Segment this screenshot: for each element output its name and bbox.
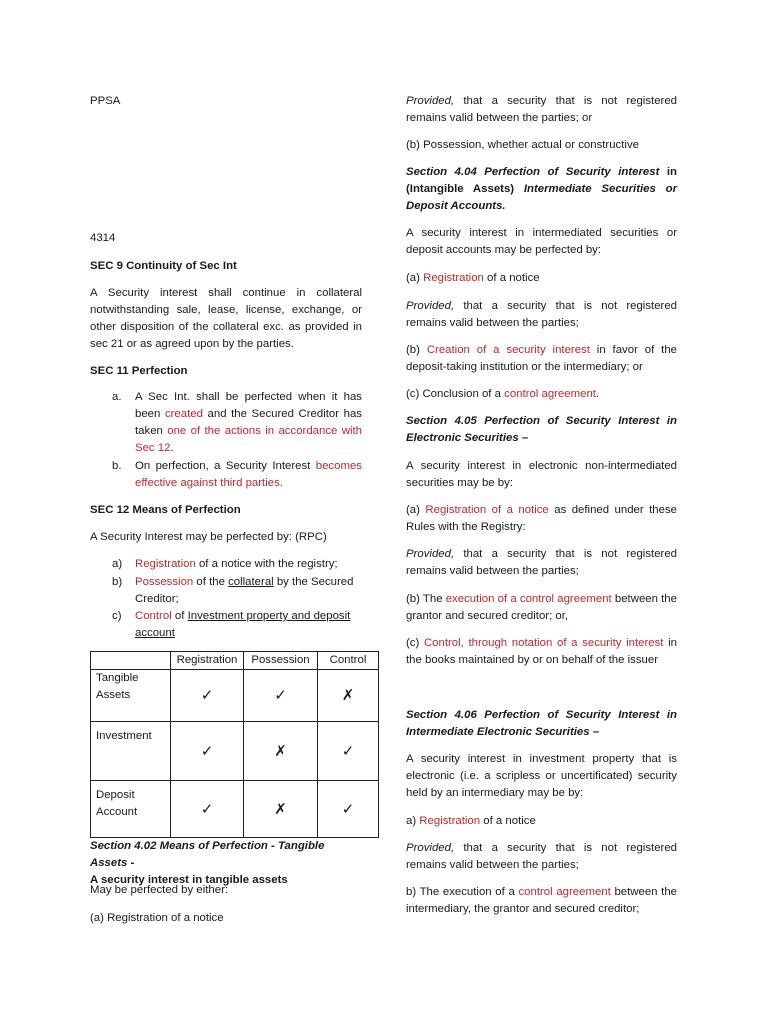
sec12-item-b: b) Possession of the collateral by the Secured Creditor; — [112, 576, 354, 605]
check-icon: ✓ — [171, 781, 244, 838]
list-marker: a. — [112, 391, 122, 403]
s404-body: A security interest in intermediated securities or deposit accounts may be perfected by: — [406, 227, 677, 256]
proviso-paragraph: Provided, that a security that is not registered remains valid between the parties; or — [406, 95, 677, 124]
document-title: PPSA — [90, 95, 121, 107]
list-marker: b) — [112, 576, 123, 588]
s404-item-b: (b) Creation of a security interest in favor of the deposit-taking institution or the intermediary; or — [406, 344, 677, 373]
s405-item-a: (a) Registration of a notice as defined under these Rules with the Registry: — [406, 504, 678, 533]
table-header-row — [91, 652, 379, 670]
list-marker: b. — [112, 460, 122, 472]
sec11-item-b: b. On perfection, a Security Interest becomes effective against third parties. — [112, 460, 362, 489]
highlight-effective: becomes effective against third parties. — [135, 460, 362, 489]
s404-heading: Section 4.04 Perfection of Security interest in (Intangible Assets) Intermediate Securities or Deposit Accounts. — [406, 166, 678, 212]
table-row — [91, 670, 379, 722]
row-label: Investment — [91, 722, 171, 781]
highlight-control: Control — [135, 610, 172, 622]
document-code: 4314 — [90, 232, 116, 244]
check-icon: ✓ — [318, 781, 379, 838]
s406-item-b: b) The execution of a control agreement between the intermediary, the grantor and secured creditor; — [406, 886, 678, 915]
row-label: Deposit Account — [91, 781, 171, 838]
list-marker: c) — [112, 610, 122, 622]
table-header: Control — [318, 652, 379, 670]
s405-item-b: (b) The execution of a control agreement between the grantor and secured creditor; or, — [406, 593, 677, 622]
sec12-heading: SEC 12 Means of Perfection — [90, 504, 241, 516]
s405-heading: Section 4.05 Perfection of Security Interest in Electronic Securities – — [406, 415, 677, 444]
table-header: Possession — [244, 652, 318, 670]
sec11-item-a: a. A Sec Int. shall be perfected when it has been created and the Secured Creditor has taken one of the actions in accordance with Sec 12. — [112, 391, 362, 454]
highlight-created: created — [164, 408, 203, 420]
sec12-intro: A Security Interest may be perfected by: (RPC) — [90, 531, 327, 543]
highlight-possession: Possession — [135, 576, 194, 588]
sec402-heading: Section 4.02 Means of Perfection - Tangible Assets - A security interest in tangible assets — [90, 840, 325, 886]
cross-icon: ✗ — [244, 722, 318, 781]
s404-item-c: (c) Conclusion of a control agreement. — [406, 388, 600, 400]
s404-item-a: (a) Registration of a notice — [406, 272, 540, 284]
possession-paragraph: (b) Possession, whether actual or constructive — [406, 139, 639, 151]
s404-proviso: Provided, that a security that is not registered remains valid between the parties; — [406, 300, 677, 329]
s405-item-c: (c) Control, through notation of a security interest in the books maintained by or on behalf of the issuer — [406, 637, 677, 666]
highlight-registration: Registration — [135, 558, 196, 570]
sec402-item-a: (a) Registration of a notice — [90, 912, 224, 924]
list-marker: a) — [112, 558, 123, 570]
sec402-intro: May be perfected by either: — [90, 884, 229, 896]
cross-icon: ✗ — [318, 670, 379, 722]
highlight-actions: one of the actions in accordance with Sec 12 — [135, 425, 362, 454]
table-header — [91, 652, 171, 670]
check-icon: ✓ — [244, 670, 318, 722]
s406-proviso: Provided, that a security that is not registered remains valid between the parties; — [406, 842, 677, 871]
s406-body: A security interest in investment property that is electronic (i.e. a scripless or uncertificated) security held by an intermediary may be by: — [406, 753, 677, 799]
sec9-heading: SEC 9 Continuity of Sec Int — [90, 260, 237, 272]
check-icon: ✓ — [318, 722, 379, 781]
table-row — [91, 722, 379, 781]
row-label: Tangible Assets — [91, 670, 171, 722]
sec12-item-a: a) Registration of a notice with the registry; — [90, 556, 362, 573]
sec9-body: A Security interest shall continue in collateral notwithstanding sale, lease, license, exchange, or other disposition of the collateral exc. as provided in sec 21 or as agreed upon by the parties. — [90, 287, 362, 350]
s405-body: A security interest in electronic non-intermediated securities may be by: — [406, 460, 677, 489]
s406-item-a: a) Registration of a notice — [406, 815, 536, 827]
s405-proviso: Provided, that a security that is not registered remains valid between the parties; — [406, 548, 677, 577]
sec12-item-c: c) Control of Investment property and deposit account — [112, 610, 351, 639]
table-row — [91, 781, 379, 838]
perfection-table — [90, 651, 379, 838]
cross-icon: ✗ — [244, 781, 318, 838]
check-icon: ✓ — [171, 722, 244, 781]
sec11-heading: SEC 11 Perfection — [90, 365, 188, 377]
table-header: Registration — [171, 652, 244, 670]
s406-heading: Section 4.06 Perfection of Security Interest in Intermediate Electronic Securities – — [406, 709, 677, 738]
check-icon: ✓ — [171, 670, 244, 722]
